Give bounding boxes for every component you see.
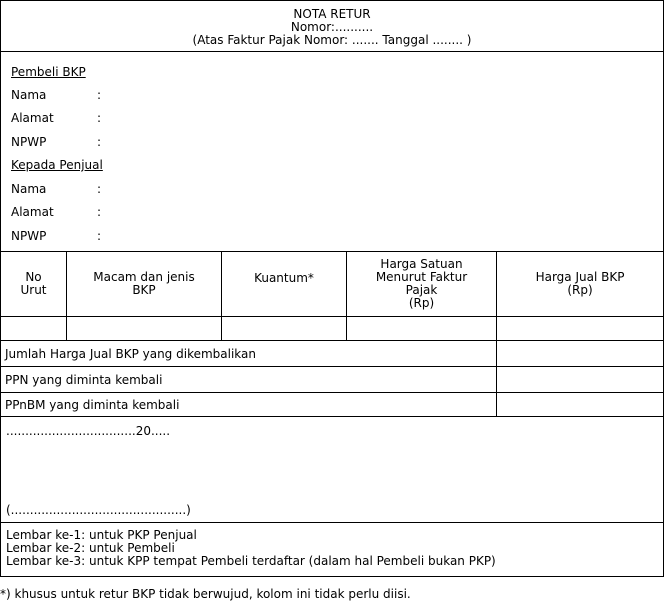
frame-top xyxy=(0,0,664,1)
invoice-reference: (Atas Faktur Pajak Nomor: ....... Tanggal ........ ) xyxy=(192,33,472,47)
totals-line-1 xyxy=(0,366,664,367)
signature-bottom-line xyxy=(0,522,664,523)
totals-line-3 xyxy=(0,416,664,417)
form-number: Nomor:.......... xyxy=(290,20,374,34)
col-header-unit-price: Harga Satuan Menurut Faktur Pajak (Rp) xyxy=(375,257,468,310)
seller-name-sep: : xyxy=(97,182,102,196)
col-header-no: No Urut xyxy=(20,270,47,297)
totals-col-divider xyxy=(496,341,497,417)
signature-name: (..............................................) xyxy=(6,503,191,517)
col-header-quantity: Kuantum* xyxy=(254,270,314,285)
frame-bottom xyxy=(0,576,664,577)
copy-item-2: Lembar ke-2: untuk Pembeli xyxy=(6,541,175,555)
ppnbm-label: PPnBM yang diminta kembali xyxy=(5,398,180,412)
col-header-sale-price: Harga Jual BKP (Rp) xyxy=(535,270,625,297)
signature-place-date: ..................................20..... xyxy=(6,424,171,438)
seller-heading: Kepada Penjual xyxy=(11,158,103,172)
ppn-label: PPN yang diminta kembali xyxy=(5,373,163,387)
buyer-address-sep: : xyxy=(97,111,102,125)
buyer-address-label: Alamat xyxy=(11,111,54,125)
copy-item-1: Lembar ke-1: untuk PKP Penjual xyxy=(6,528,197,542)
totals-line-2 xyxy=(0,392,664,393)
form-title: NOTA RETUR xyxy=(293,7,371,21)
seller-address-sep: : xyxy=(97,205,102,219)
footnote: *) khusus untuk retur BKP tidak berwujud, kolom ini tidak perlu diisi. xyxy=(0,587,411,601)
seller-npwp-sep: : xyxy=(97,229,102,243)
table-row-bottom-line xyxy=(0,340,664,341)
buyer-npwp-sep: : xyxy=(97,135,102,149)
col-header-item: Macam dan jenis BKP xyxy=(93,270,195,297)
buyer-name-label: Nama xyxy=(11,88,47,102)
seller-name-label: Nama xyxy=(11,182,47,196)
buyer-name-sep: : xyxy=(97,88,102,102)
table-header-bottom-line xyxy=(0,316,664,317)
buyer-npwp-label: NPWP xyxy=(11,135,47,149)
copy-item-3: Lembar ke-3: untuk KPP tempat Pembeli terdaftar (dalam hal Pembeli bukan PKP) xyxy=(6,554,496,568)
header-divider xyxy=(0,51,664,52)
seller-address-label: Alamat xyxy=(11,205,54,219)
total-sale-price-label: Jumlah Harga Jual BKP yang dikembalikan xyxy=(5,347,256,361)
seller-npwp-label: NPWP xyxy=(11,229,47,243)
buyer-heading: Pembeli BKP xyxy=(11,65,86,79)
